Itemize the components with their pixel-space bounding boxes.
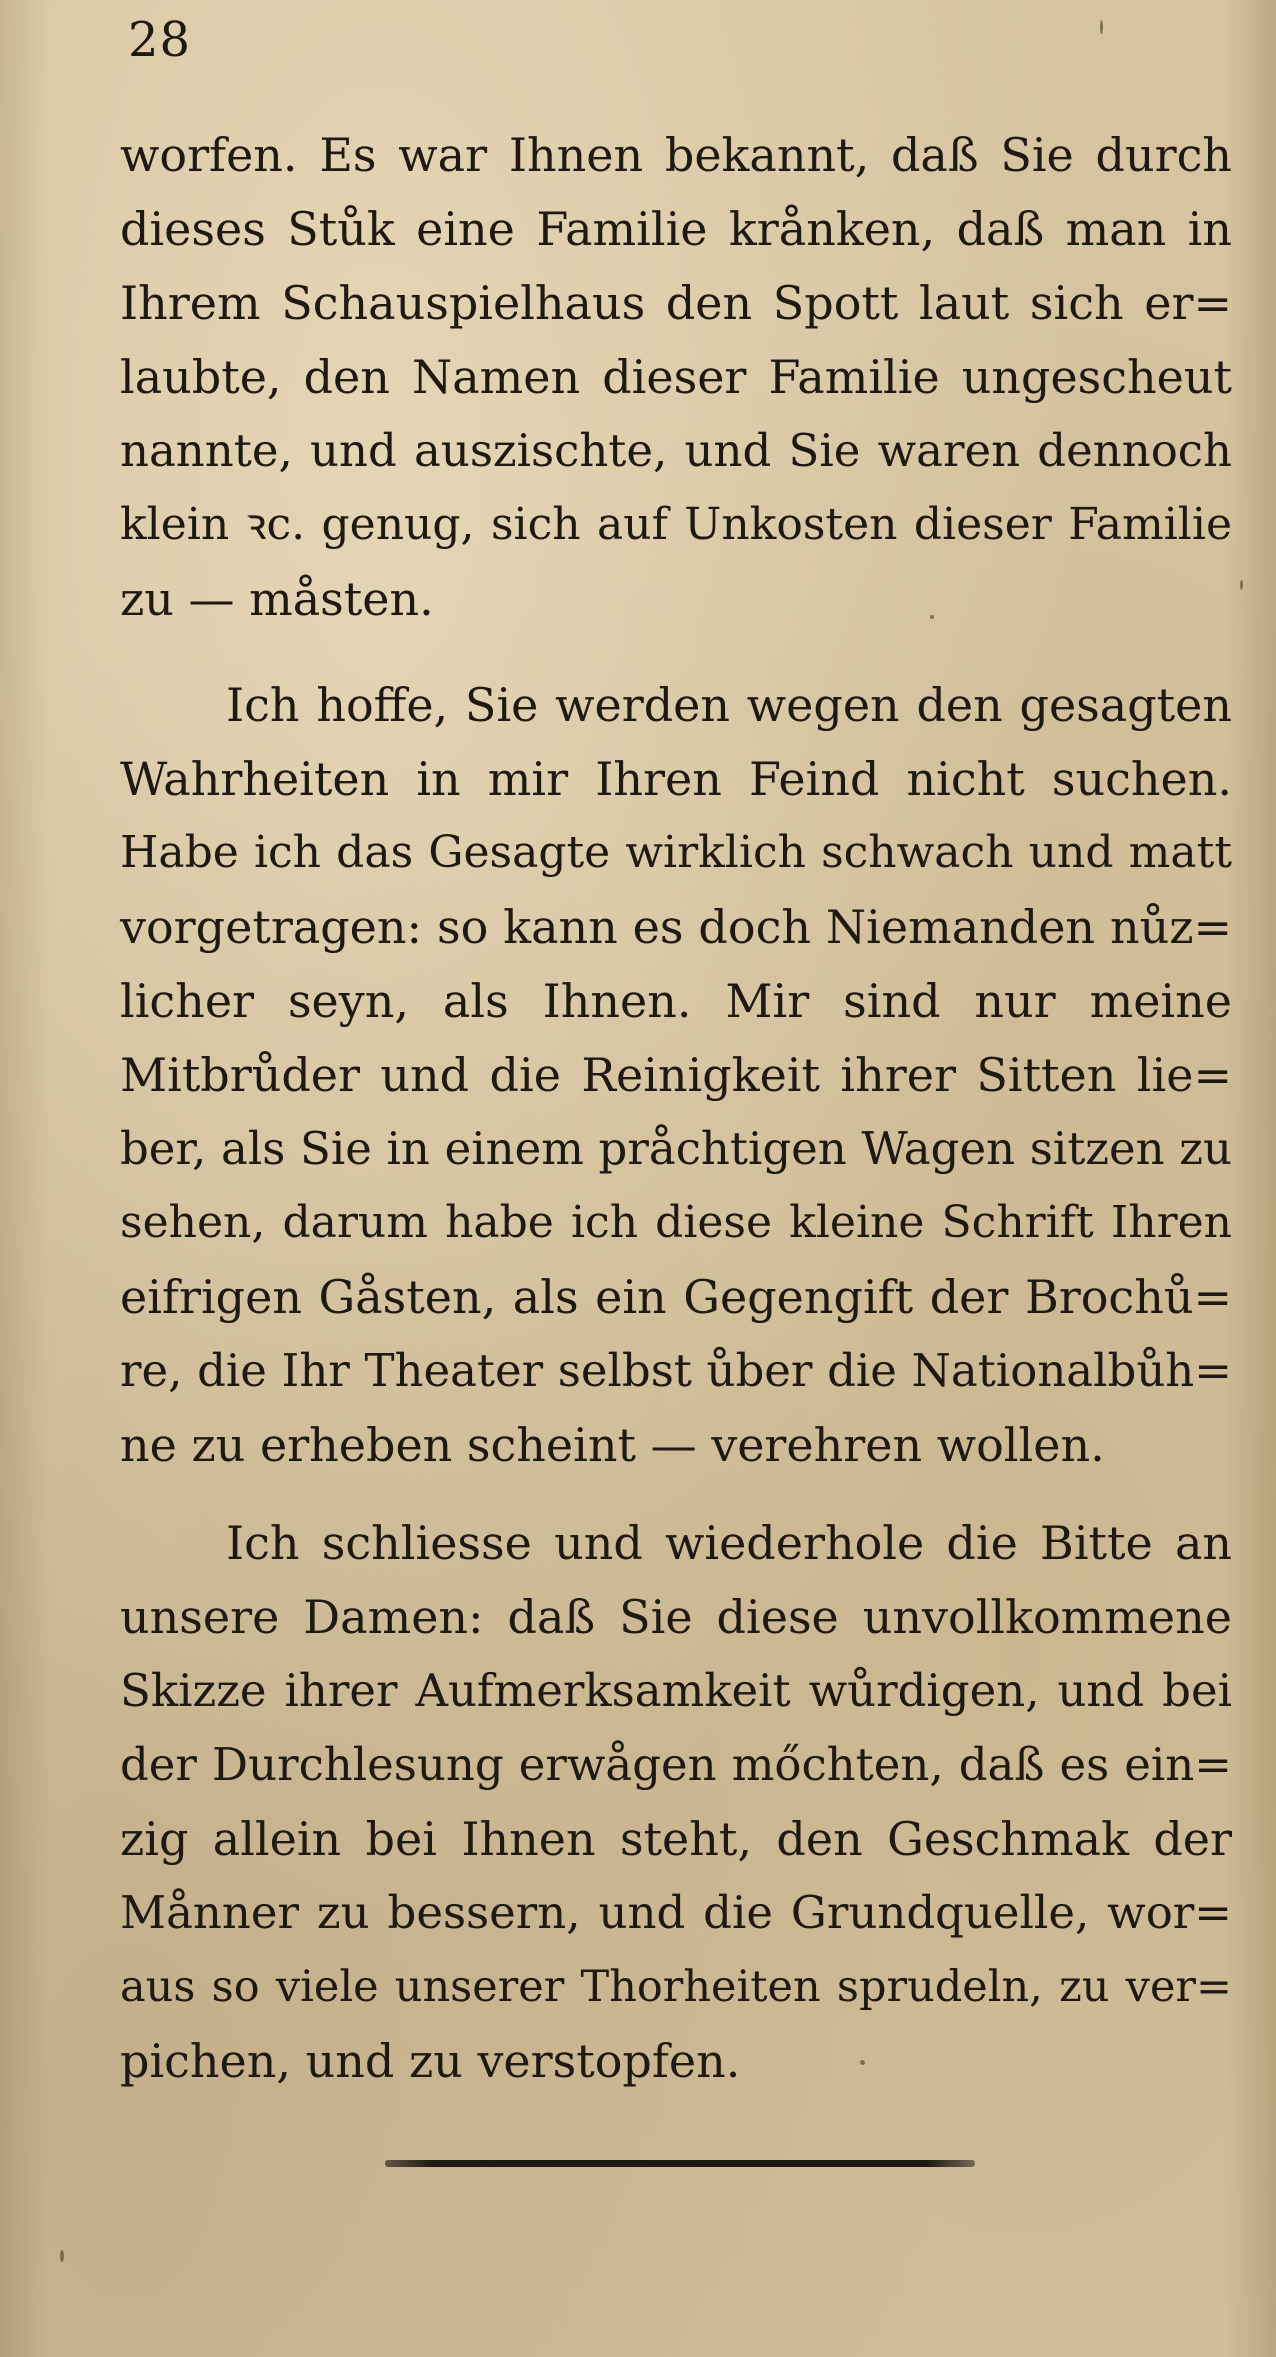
text-line: Wahrheiten in mir Ihren Feind nicht suchen. — [120, 752, 1232, 806]
text-line: klein ꝛc. genug, sich auf Unkosten dieser Familie — [120, 499, 1232, 550]
text-line: Skizze ihrer Aufmerksamkeit wůrdigen, und bei — [120, 1664, 1232, 1717]
text-line: der Durchlesung erwågen mőchten, daß es ein= — [120, 1738, 1232, 1791]
text-line: Ich schliesse und wiederhole die Bitte an — [226, 1516, 1232, 1570]
paragraph-3 — [120, 1506, 1232, 2098]
paper-speck — [1240, 580, 1243, 590]
text-line: Ihrem Schauspielhaus den Spott laut sich er= — [120, 276, 1232, 330]
text-line: licher seyn, als Ihnen. Mir sind nur meine — [120, 974, 1232, 1028]
text-line: zig allein bei Ihnen steht, den Geschmak der — [120, 1812, 1232, 1866]
paragraph-2 — [120, 668, 1232, 1482]
text-line: nannte, und auszischte, und Sie waren dennoch — [120, 424, 1232, 477]
text-line: aus so viele unserer Thorheiten sprudeln, zu ver= — [120, 1962, 1232, 2012]
paper-speck — [1100, 20, 1103, 34]
end-rule — [385, 2160, 975, 2167]
text-line: re, die Ihr Theater selbst ůber die Nationalbůh= — [120, 1344, 1232, 1397]
text-line: Månner zu bessern, und die Grundquelle, wor= — [120, 1886, 1232, 1939]
text-line: sehen, darum habe ich diese kleine Schrift Ihren — [120, 1197, 1232, 1248]
page-number: 28 — [128, 12, 192, 68]
text-line: eifrigen Gåsten, als ein Gegengift der Brochů= — [120, 1270, 1232, 1324]
text-line: Ich hoffe, Sie werden wegen den gesagten — [226, 678, 1232, 732]
text-line: unsere Damen: daß Sie diese unvollkommene — [120, 1590, 1232, 1644]
text-line: Habe ich das Gesagte wirklich schwach und matt — [120, 827, 1232, 878]
paper-speck — [60, 2250, 64, 2262]
text-line: vorgetragen: so kann es doch Niemanden nůz= — [120, 900, 1232, 954]
text-line: Mitbrůder und die Reinigkeit ihrer Sitten lie= — [120, 1048, 1232, 1102]
text-line: dieses Stůk eine Familie krånken, daß man in — [120, 202, 1232, 256]
text-line: pichen, und zu verstopfen. — [120, 2034, 741, 2088]
text-line: ne zu erheben scheint — verehren wollen. — [120, 1418, 1105, 1472]
text-line: worfen. Es war Ihnen bekannt, daß Sie durch — [120, 128, 1232, 182]
text-line: zu — måsten. — [120, 572, 434, 626]
text-line: laubte, den Namen dieser Familie ungescheut — [120, 350, 1232, 404]
paragraph-1 — [120, 118, 1232, 636]
text-line: ber, als Sie in einem pråchtigen Wagen sitzen zu — [120, 1122, 1232, 1175]
